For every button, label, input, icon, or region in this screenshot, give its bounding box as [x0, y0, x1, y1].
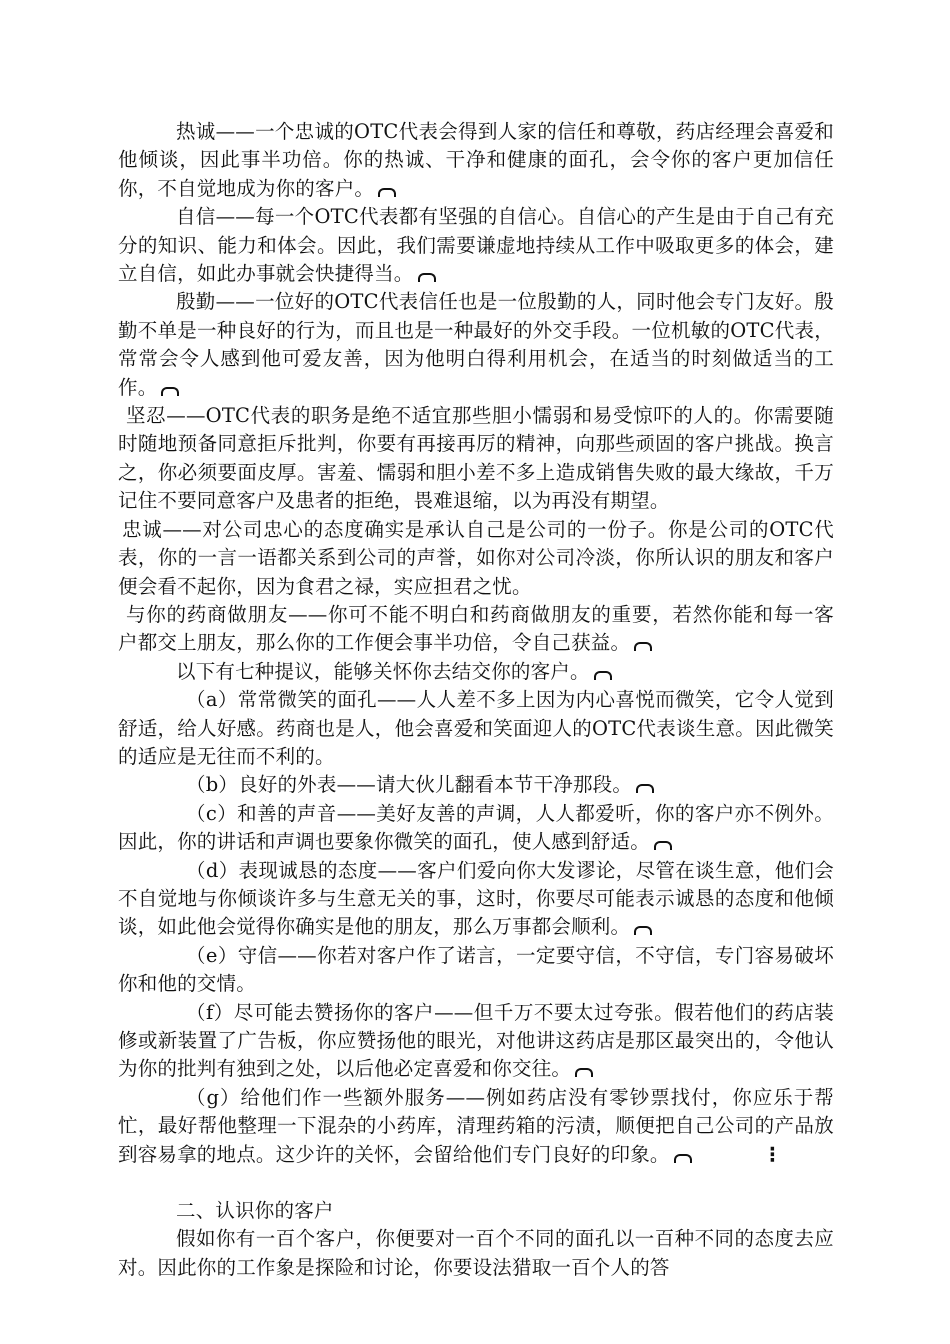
paragraph-seven-tips-intro — [118, 658, 834, 686]
paragraph-gap — [118, 1169, 834, 1197]
paragraph-mark-icon — [634, 642, 652, 651]
list-item-text: （b）良好的外表——请大伙儿翻看本节干净那段。 — [186, 773, 633, 797]
document-page — [118, 118, 834, 1282]
paragraph-text: 与你的药商做朋友——你可不能不明白和药商做朋友的重要，若然你能和每一客户都交上朋友，那么你的工作便会事半功倍，令自己获益。 — [118, 602, 834, 655]
paragraph-loyalty — [118, 516, 834, 601]
section-heading-text: 二、认识你的客户 — [176, 1199, 334, 1223]
list-item-text: （d）表现诚恳的态度——客户们爱向你大发谬论，尽管在谈生意，他们会不自觉地与你倾谈许多与生意无关的事，这时，你要尽可能表示诚恳的态度和他倾谈，如此他会觉得你确实是他的朋友，那么万事都会顺利。 — [118, 858, 834, 939]
paragraph-mark-icon — [378, 188, 396, 197]
paragraph-mark-icon — [634, 926, 652, 935]
paragraph-mark-icon — [674, 1154, 692, 1163]
paragraph-mark-icon — [636, 784, 654, 793]
list-item-f — [118, 999, 834, 1084]
paragraph-text: 忠诚——对公司忠心的态度确实是承认自己是公司的一份子。你是公司的OTC代表，你的一言一语都关系到公司的声誉，如你对公司冷淡，你所认识的朋友和客户便会看不起你，因为食君之禄，实应担君之忧。 — [118, 517, 834, 598]
paragraph-mark-icon — [575, 1068, 593, 1077]
list-item-text: （f）尽可能去赞扬你的客户——但千万不要太过夸张。假若他们的药店装修或新装置了广告板，你应赞扬他的眼光，对他讲这药店是那区最突出的，令他认为你的批判有独到之处，以后他必定喜爱和你交往。 — [118, 1000, 834, 1081]
list-item-a — [118, 686, 834, 771]
list-item-d — [118, 857, 834, 942]
paragraph-mark-icon — [654, 841, 672, 850]
paragraph-text: 假如你有一百个客户，你便要对一百个不同的面孔以一百种不同的态度去应对。因此你的工作象是探险和讨论，你要设法猎取一百个人的答 — [118, 1227, 834, 1279]
paragraph-text: 殷勤——一位好的OTC代表信任也是一位殷勤的人，同时他会专门友好。殷勤不单是一种良好的行为，而且也是一种最好的外交手段。一位机敏的OTC代表，常常会令人感到他可爱友善，因为他明白得利用机会，在适当的时刻做适当的工作。 — [118, 290, 834, 399]
vertical-ellipsis-icon: ⋮ — [762, 1142, 783, 1166]
paragraph-courtesy — [118, 288, 834, 402]
paragraph-text: 以下有七种提议，能够关怀你去结交你的客户。 — [176, 659, 590, 683]
list-item-text: （e）守信——你若对客户作了诺言，一定要守信，不守信，专门容易破坏你和他的交情。 — [118, 943, 834, 996]
paragraph-sincerity — [118, 118, 834, 203]
paragraph-confidence — [118, 203, 834, 288]
list-item-e — [118, 942, 834, 999]
list-item-text: （c）和善的声音——美好友善的声调，人人都爱听，你的客户亦不例外。因此，你的讲话和声调也要象你微笑的面孔，使人感到舒适。 — [118, 801, 834, 854]
paragraph-text: 自信——每一个OTC代表都有坚强的自信心。自信心的产生是由于自己有充分的知识、能力和体会。因此，我们需要谦虚地持续从工作中吸取更多的体会，建立自信，如此办事就会快捷得当。 — [118, 205, 834, 286]
paragraph-mark-icon — [418, 273, 436, 282]
paragraph-friendship — [118, 601, 834, 658]
paragraph-mark-icon — [594, 671, 612, 680]
paragraph-text: 坚忍——OTC代表的职务是绝不适宜那些胆小懦弱和易受惊吓的人的。你需要随时随地预备同意拒斥批判，你要有再接再厉的精神，向那些顽固的客户挑战。换言之，你必须要面皮厚。害羞、懦弱和胆小差不多上造成销售失败的最大缘故，千万记住不要同意客户及患者的拒绝，畏难退缩，以为再没有期望。 — [118, 404, 834, 513]
paragraph-mark-icon — [161, 387, 179, 396]
list-item-text: （a）常常微笑的面孔——人人差不多上因为内心喜悦而微笑，它令人觉到舒适，给人好感。药商也是人，他会喜爱和笑面迎人的OTC代表谈生意。因此微笑的适应是无往而不利的。 — [118, 688, 834, 768]
paragraph-perseverance — [118, 402, 834, 516]
paragraph-know-customers — [118, 1225, 834, 1282]
list-item-b — [118, 771, 834, 799]
section-heading — [118, 1197, 834, 1225]
list-item-text: （g）给他们作一些额外服务——例如药店没有零钞票找付，你应乐于帮忙，最好帮他整理一下混杂的小药库，清理药箱的污渍，顺便把自己公司的产品放到容易拿的地点。这少许的关怀，会留给他们专门良好的印象。 — [118, 1085, 834, 1166]
paragraph-text: 热诚——一个忠诚的OTC代表会得到人家的信任和尊敬，药店经理会喜爱和他倾谈，因此事半功倍。你的热诚、干净和健康的面孔，会令你的客户更加信任你，不自觉地成为你的客户。 — [118, 120, 834, 200]
list-item-g — [118, 1084, 834, 1169]
list-item-c — [118, 800, 834, 857]
